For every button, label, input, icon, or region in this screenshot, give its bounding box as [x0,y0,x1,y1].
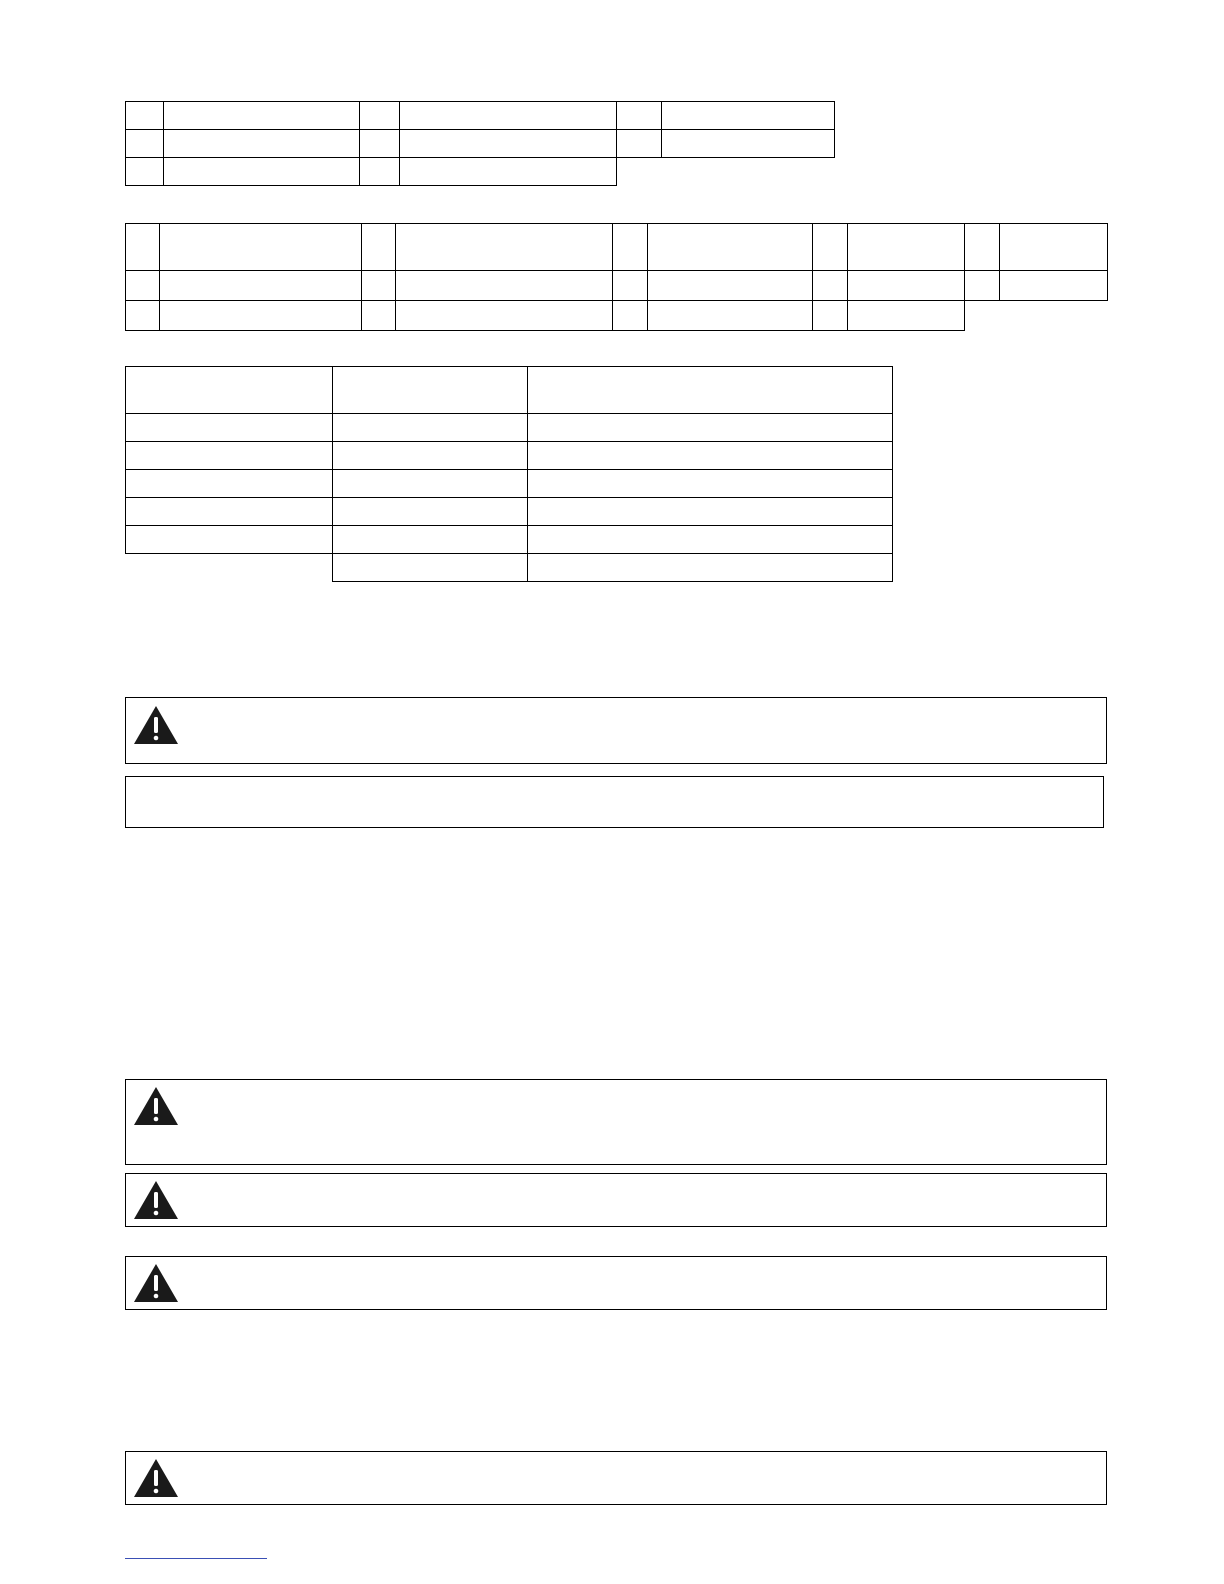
table-row [126,301,1108,331]
warning-box-2 [125,1079,1107,1165]
table-cell [613,271,648,301]
warning-box-5 [125,1451,1107,1505]
table-cell [1000,224,1108,271]
warning-triangle-icon [133,705,179,745]
table-cell [126,158,164,186]
warning-box-4 [125,1256,1107,1310]
table-cell [164,102,360,130]
table-cell [965,224,1000,271]
table-3 [125,366,893,582]
table-cell [333,554,528,582]
table-cell [648,271,813,301]
table-cell-empty [662,158,835,186]
table-cell [360,130,400,158]
table-cell [160,301,362,331]
table-cell-empty [126,554,333,582]
table-cell [164,158,360,186]
table-header-row [126,367,893,414]
table-cell [613,301,648,331]
table-row [126,102,835,130]
table-cell [528,414,893,442]
table-cell [126,526,333,554]
table-row [126,526,893,554]
table-cell [400,130,617,158]
table-cell [362,301,396,331]
table-cell [400,158,617,186]
table-cell [333,526,528,554]
table-row [126,470,893,498]
table-cell [848,301,965,331]
table-row [126,414,893,442]
table-cell [662,102,835,130]
table-cell [528,498,893,526]
table-cell [126,130,164,158]
table-cell [528,554,893,582]
table-2 [125,223,1108,331]
table-cell [617,130,662,158]
table-row [126,271,1108,301]
table-cell [333,498,528,526]
table-cell [1000,271,1108,301]
table-cell [126,102,164,130]
note-box-1 [125,776,1104,828]
table-cell [396,224,613,271]
table-cell [400,102,617,130]
warning-triangle-icon [133,1180,179,1220]
table-cell [160,271,362,301]
table-cell-empty [1000,301,1108,331]
table-row [126,130,835,158]
table-1 [125,101,835,186]
table-row [126,498,893,526]
table-row [126,554,893,582]
table-cell [126,224,160,271]
table-row [126,158,835,186]
table-cell [362,271,396,301]
footnote-separator [125,1558,267,1559]
table-cell [126,301,160,331]
table-cell [333,414,528,442]
table-cell [160,224,362,271]
table-cell [360,158,400,186]
table-cell [528,470,893,498]
table-cell [613,224,648,271]
table-cell [528,367,893,414]
table-cell [333,470,528,498]
table-row [126,442,893,470]
table-cell [662,130,835,158]
table-cell [648,301,813,331]
table-cell [126,498,333,526]
table-cell [965,271,1000,301]
table-cell [126,414,333,442]
table-cell [396,271,613,301]
table-cell [333,442,528,470]
table-cell [528,526,893,554]
table-cell [848,224,965,271]
table-cell [813,271,848,301]
table-cell [396,301,613,331]
table-cell [528,442,893,470]
table-cell [813,301,848,331]
table-cell [360,102,400,130]
table-cell [126,367,333,414]
table-cell [126,442,333,470]
table-cell [848,271,965,301]
table-cell-empty [965,301,1000,331]
table-cell [126,271,160,301]
warning-triangle-icon [133,1458,179,1498]
table-cell [617,102,662,130]
table-cell-empty [617,158,662,186]
warning-triangle-icon [133,1086,179,1126]
table-cell [126,470,333,498]
table-cell [164,130,360,158]
table-cell [362,224,396,271]
table-cell [813,224,848,271]
table-row [126,224,1108,271]
warning-triangle-icon [133,1263,179,1303]
warning-box-1 [125,697,1107,764]
table-cell [648,224,813,271]
warning-box-3 [125,1173,1107,1227]
table-cell [333,367,528,414]
